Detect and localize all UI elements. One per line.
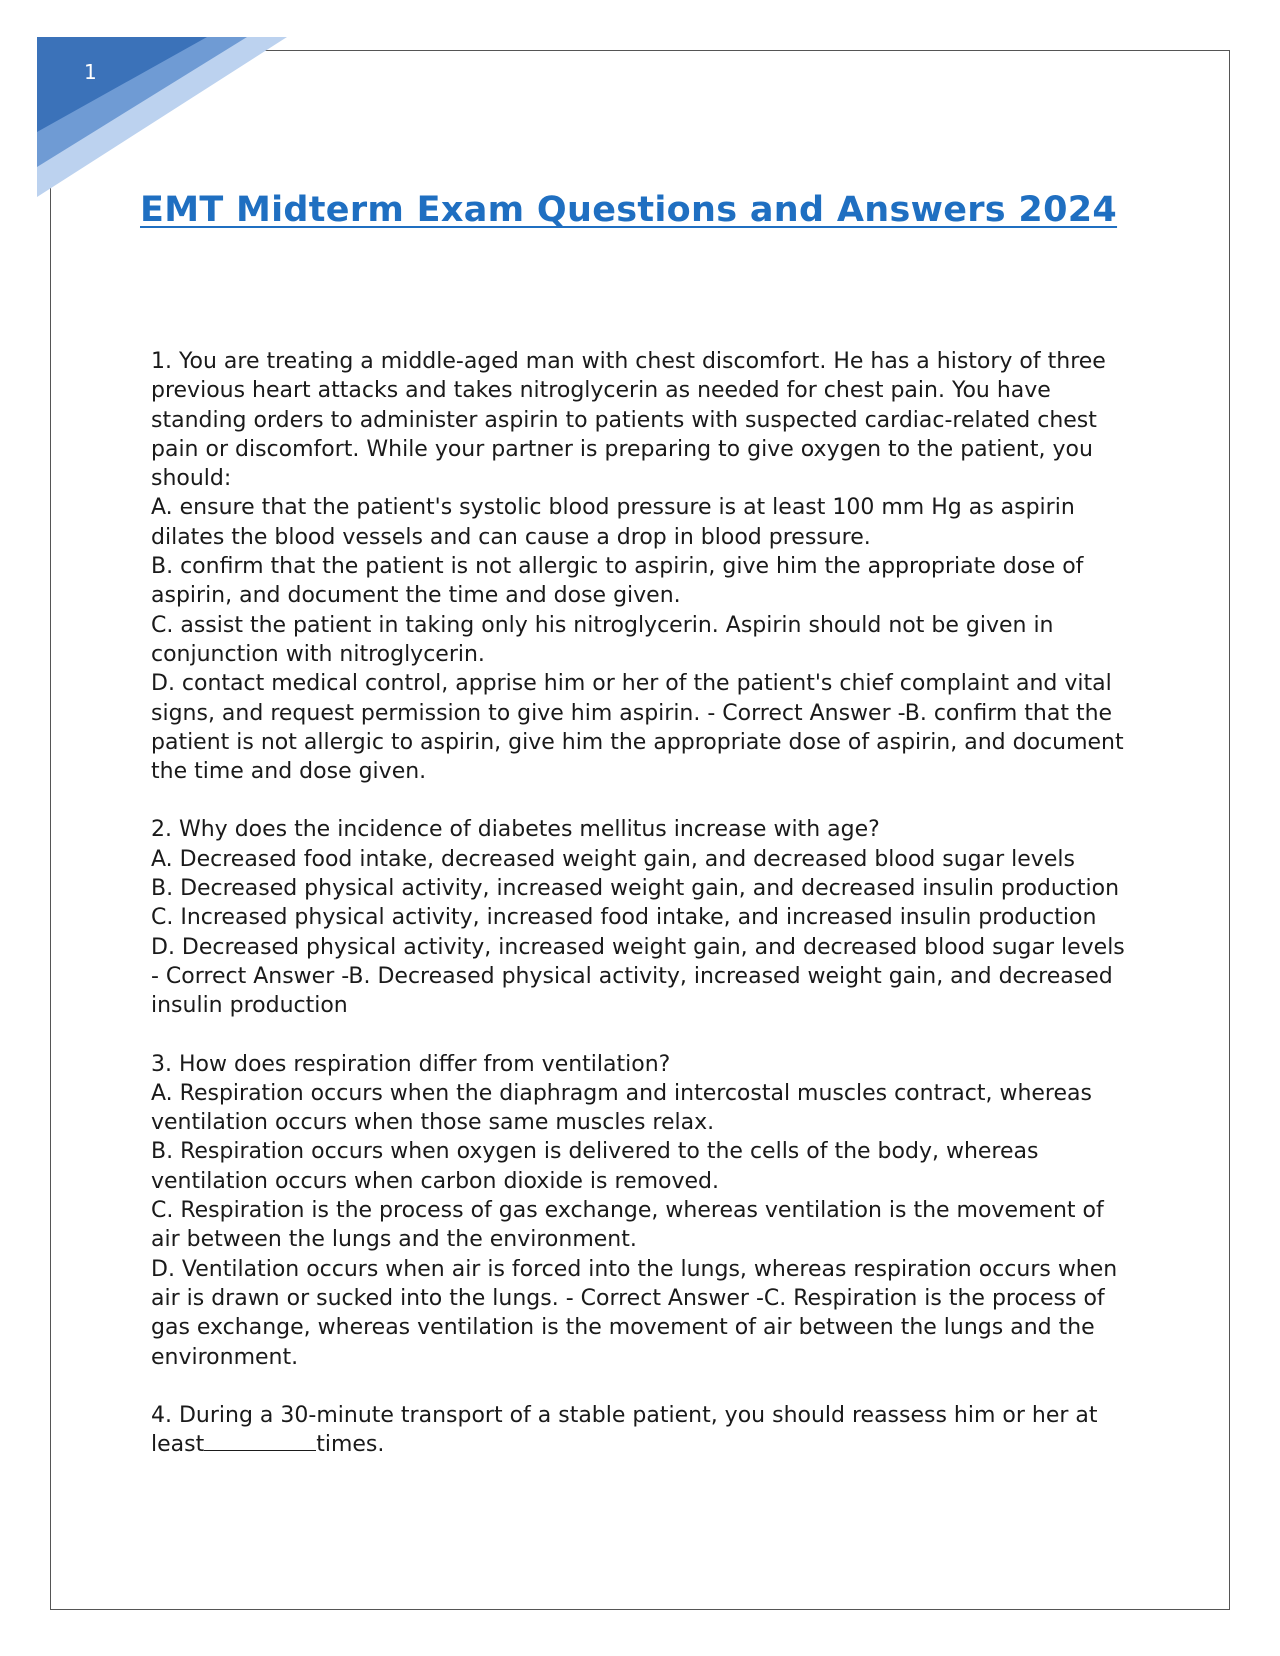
question-4 <box>151 1401 1131 1460</box>
answer-option: D. contact medical control, apprise him or her of the patient's chief complaint and vital signs, and request permission to give him aspirin. - Correct Answer -B. confirm that the patient is not allergic to aspirin, give him the appropriate dose of aspirin, and document the time and dose given. <box>151 671 1124 785</box>
answer-option: A. Respiration occurs when the diaphragm and intercostal muscles contract, whereas ventilation occurs when those same muscles relax. <box>151 1080 1092 1136</box>
answer-option: C. Increased physical activity, increased food intake, and increased insulin production <box>151 905 1097 931</box>
answer-option: A. Decreased food intake, decreased weight gain, and decreased blood sugar levels <box>151 846 1075 872</box>
question-stem <box>151 1401 1131 1460</box>
question-stem: 3. How does respiration differ from ventilation? <box>151 1051 671 1077</box>
question-stem: 1. You are treating a middle-aged man with chest discomfort. He has a history of three previous heart attacks and takes nitroglycerin as needed for chest pain. You have standing orders to administer aspirin to patients with suspected cardiac-related chest pain or discomfort. While your partner is preparing to give oxygen to the patient, you should: <box>151 349 1106 492</box>
question-stem: 2. Why does the incidence of diabetes mellitus increase with age? <box>151 817 880 843</box>
question-stem-suffix: times. <box>316 1432 385 1458</box>
question-2 <box>151 815 1131 1020</box>
answer-option: D. Ventilation occurs when air is forced into the lungs, whereas respiration occurs when air is drawn or sucked into the lungs. - Correct Answer -C. Respiration is the process of gas exchange, whereas ventilation is the movement of air between the lungs and the environment. <box>151 1256 1118 1370</box>
question-1 <box>151 347 1131 786</box>
answer-option: D. Decreased physical activity, increased weight gain, and decreased blood sugar levels - Correct Answer -B. Decreased physical activity, increased weight gain, and decreased insulin production <box>151 934 1125 1019</box>
answer-option: A. ensure that the patient's systolic blood pressure is at least 100 mm Hg as aspirin dilates the blood vessels and can cause a drop in blood pressure. <box>151 495 1075 550</box>
answer-option: B. Respiration occurs when oxygen is delivered to the cells of the body, whereas ventilation occurs when carbon dioxide is removed. <box>151 1139 1039 1194</box>
answer-option: B. confirm that the patient is not allergic to aspirin, give him the appropriate dose of aspirin, and document the time and dose given. <box>151 554 1084 609</box>
answer-option: C. Respiration is the process of gas exchange, whereas ventilation is the movement of air between the lungs and the environment. <box>151 1198 1104 1253</box>
answer-option: C. assist the patient in taking only his nitroglycerin. Aspirin should not be given in conjunction with nitroglycerin. <box>151 612 1054 667</box>
page-number: 1 <box>84 60 97 84</box>
fill-in-blank <box>204 1430 316 1451</box>
corner-decoration <box>37 37 287 207</box>
questions-list <box>151 347 1131 1488</box>
answer-option: B. Decreased physical activity, increased weight gain, and decreased insulin production <box>151 876 1120 902</box>
question-3 <box>151 1050 1131 1372</box>
question-stem-text: 4. During a 30-minute transport of a stable patient, you should reassess him or her at least <box>151 1402 1098 1458</box>
document-title: EMT Midterm Exam Questions and Answers 2024 <box>140 190 1118 230</box>
